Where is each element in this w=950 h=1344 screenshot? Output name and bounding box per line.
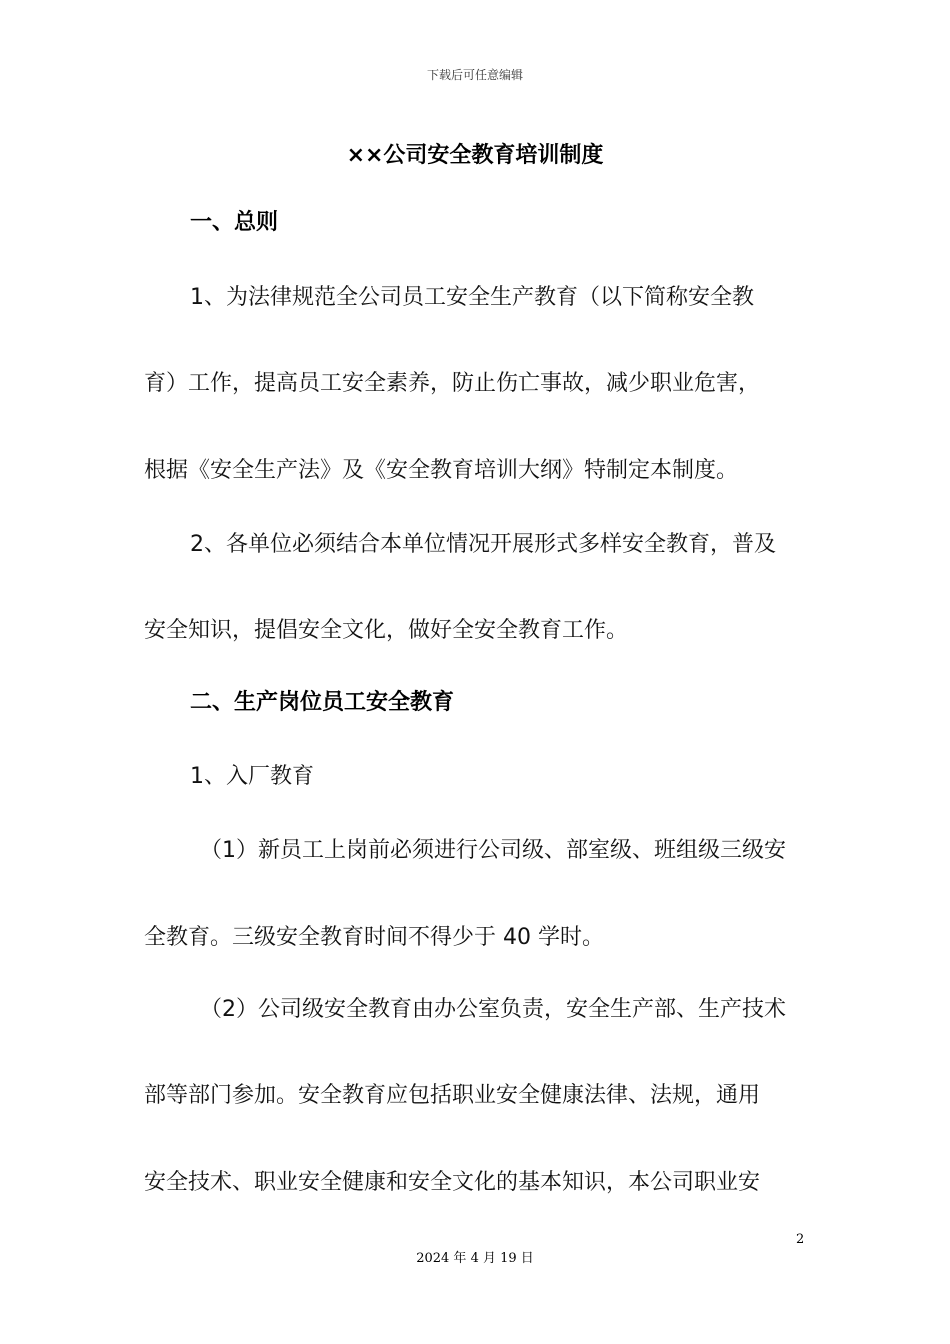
paragraph-line: 安全技术、职业安全健康和安全文化的基本知识，本公司职业安 [144,1170,761,1195]
subheading-entry-education: 1、入厂教育 [190,764,314,789]
paragraph-line: 育）工作，提高员工安全素养，防止伤亡事故，减少职业危害， [144,371,761,396]
paragraph-line: （1）新员工上岗前必须进行公司级、部室级、班组级三级安 [200,838,786,863]
section-heading-production: 二、生产岗位员工安全教育 [190,690,455,715]
paragraph-line: 全教育。三级安全教育时间不得少于 40 学时。 [144,925,604,950]
page-header: 下载后可任意编辑 [426,68,523,82]
paragraph-line: 1、为法律规范全公司员工安全生产教育（以下简称安全教 [190,285,754,310]
paragraph-line: （2）公司级安全教育由办公室负责，安全生产部、生产技术 [200,997,786,1022]
page-number: 2 [796,1232,805,1247]
footer-date: 2024 年 4 月 19 日 [416,1251,534,1266]
paragraph-line: 部等部门参加。安全教育应包括职业安全健康法律、法规，通用 [144,1083,761,1108]
section-heading-general: 一、总则 [190,210,279,235]
paragraph-line: 根据《安全生产法》及《安全教育培训大纲》特制定本制度。 [144,458,739,483]
paragraph-line: 2、各单位必须结合本单位情况开展形式多样安全教育，普及 [190,532,776,557]
document-title: ××公司安全教育培训制度 [346,143,604,168]
paragraph-line: 安全知识，提倡安全文化，做好全安全教育工作。 [144,618,629,643]
